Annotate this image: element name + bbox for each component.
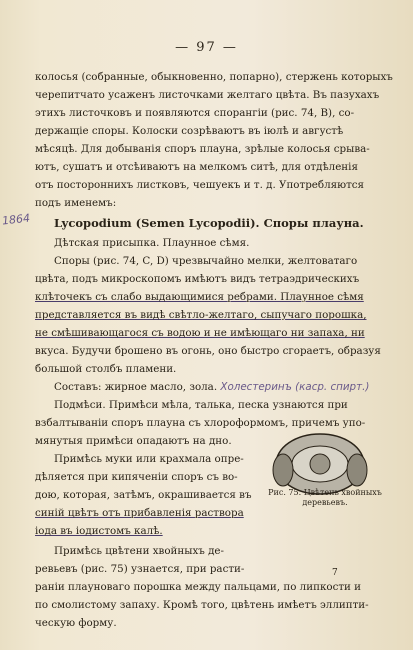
text-line: большой столбъ пламени. bbox=[35, 363, 177, 375]
text-line: ческую форму. bbox=[35, 617, 117, 629]
text-line: Споры (рис. 74, C, D) чрезвычайно мелки, желтоватаго bbox=[54, 255, 358, 267]
text-line: взбалтываніи споръ плауна съ хлороформомъ, причемъ упо- bbox=[35, 417, 366, 429]
text-line: отъ постороннихъ листковъ, чешуекъ и т. д. Употребляются bbox=[35, 179, 365, 191]
text-line: Подмѣси. Примѣси мѣла, талька, песка узнаются при bbox=[54, 399, 348, 411]
text-line: Дѣтская присыпка. Плаунное сѣмя. bbox=[54, 237, 250, 249]
text-line: черепитчато усаженъ листочками желтаго цвѣта. Въ пазухахъ bbox=[35, 89, 380, 101]
text-line: раніи плауноваго порошка между пальцами, по липкости и bbox=[35, 581, 362, 593]
text-line: мѣсяцѣ. Для добыванія споръ плауна, зрѣлые колосья срыва- bbox=[35, 143, 370, 155]
composition-line bbox=[54, 380, 369, 394]
text-line: Примѣсь муки или крахмала опре- bbox=[54, 453, 244, 465]
text-line: іода въ іодистомъ калѣ. bbox=[35, 525, 163, 537]
handwritten-note: Холестеринъ (каср. спирт.) bbox=[220, 381, 370, 393]
text-line: дѣляется при кипяченіи споръ съ во- bbox=[35, 471, 238, 483]
text-line: подъ именемъ: bbox=[35, 197, 117, 209]
text-line: не смѣшивающагося съ водою и не имѣющаго ни запаха, ни bbox=[35, 327, 365, 339]
text-line: мянутыя примѣси опадаютъ на дно. bbox=[35, 435, 232, 447]
text-line: цвѣта, подъ микроскопомъ имѣютъ видъ тетраэдрическихъ bbox=[35, 273, 360, 285]
text-line: держащіе споры. Колоски созрѣваютъ въ іюлѣ и августѣ bbox=[35, 125, 344, 137]
text-line: этихъ листочковъ и появляются спорангіи (рис. 74, B), со- bbox=[35, 107, 355, 119]
text-line: дою, которая, затѣмъ, окрашивается въ bbox=[35, 489, 252, 501]
text-line: Примѣсь цвѣтени хвойныхъ де- bbox=[54, 545, 224, 557]
text-line: по смолистому запаху. Кромѣ того, цвѣтень имѣетъ эллипти- bbox=[35, 599, 369, 611]
signature-mark: 7 bbox=[332, 568, 338, 578]
text-line: колосья (собранные, обыкновенно, попарно), стержень которыхъ bbox=[35, 71, 393, 83]
text-line: ютъ, сушатъ и отсѣиваютъ на мелкомъ ситѣ, для отдѣленія bbox=[35, 161, 358, 173]
text-line: представляется въ видѣ свѣтло-желтаго, сыпучаго порошка, bbox=[35, 309, 367, 321]
figure-caption: Рис. 75. Цвѣтень хвойныхъ деревьевъ. bbox=[268, 488, 382, 507]
text-line: ревьевъ (рис. 75) узнается, при расти- bbox=[35, 563, 245, 575]
section-heading: Lycopodium (Semen Lycopodii). Споры плауна. bbox=[54, 216, 364, 230]
composition-text: Составъ: жирное масло, зола. bbox=[54, 381, 218, 393]
text-line: вкуса. Будучи брошено въ огонь, оно быстро сгораетъ, образуя bbox=[35, 345, 381, 357]
text-line: клѣточекъ съ слабо выдающимися ребрами. Плаунное сѣмя bbox=[35, 291, 364, 303]
page-number: — 97 — bbox=[175, 40, 238, 55]
margin-note: 1864 bbox=[1, 211, 31, 228]
text-line: синій цвѣтъ отъ прибавленія раствора bbox=[35, 507, 244, 519]
